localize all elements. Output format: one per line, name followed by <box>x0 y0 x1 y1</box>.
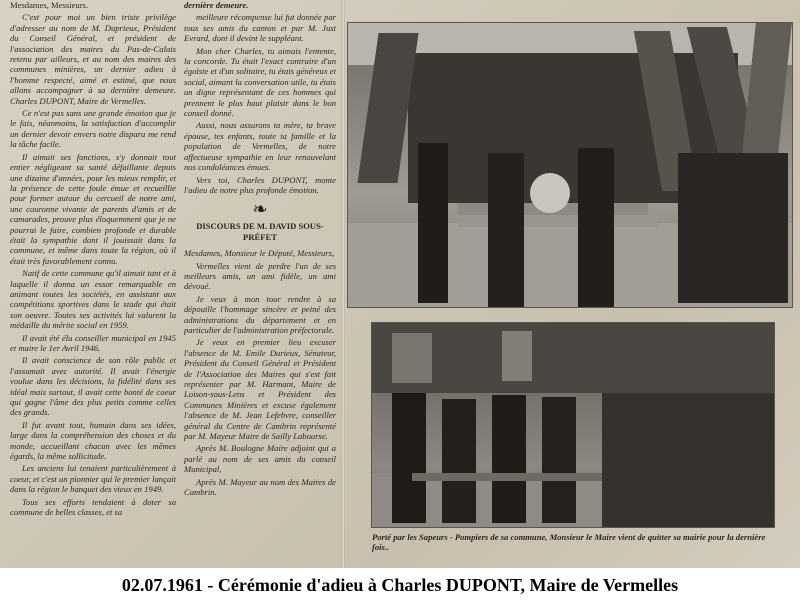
window <box>392 333 432 383</box>
paragraph: Les anciens lui tenaient particulièrement à coeur, et c'est un pionnier qui le premier lançait dans la région le banquet des vieux en 1949. <box>10 463 176 495</box>
paragraph: Je veux à mon tour rendre à sa dépouille l'hommage sincère et peiné des administrations du département et en particulier de l'administration préfectorale. <box>184 293 336 335</box>
paragraph: Il avait été élu conseiller municipal en 1945 et maire le 1er Avril 1946. <box>10 332 176 353</box>
paragraph: Aussi, nous assurons ta mère, ta brave épouse, tes enfants, toute ta famille et la population de Vermelles, de notre affectueuse sympathie en leur renouvelant nos condoléances émues. <box>184 120 336 173</box>
section-separator-ornament: ❧ <box>252 199 268 220</box>
crowd <box>602 393 775 528</box>
paragraph: C'est pour moi un bien triste privilège d'adresser au nom de M. Duprieux, Président du Conseil Général, et président de l'association des maires du Pas-de-Calais retenu par ailleurs, et au nom des maires des communes minières, un dernier adieu à l'homme respecté, aimé et estimé, que nous allons accompagner à sa dernière demeure. Charles DUPONT, Maire de Vermelles. <box>10 12 176 106</box>
paragraph: Il aimait ses fonctions, s'y donnait tout entier négligeant sa santé défaillante depuis une dizaine d'années, pour les mieux remplir, et la présence de cette foule émue et recueillie pour former autour du cercueil de notre ami, une couronne vivante de parents d'amis et de camarades, prouve plus éloquemment que je ne pourrai le faire, combien profonde et durable était la sympathie dont il jouissait dans la commune, et même dans toute la région, où il était très favorablement connu. <box>10 151 176 266</box>
firefighter <box>542 397 576 523</box>
paragraph: Vers toi, Charles DUPONT, monte l'adieu de notre plus profonde émotion. <box>184 174 336 195</box>
article-column-2 <box>184 0 336 568</box>
paragraph: Il fut avant tout, humain dans ses idées, large dans la compréhension des choses et du monde, accueillant chacun avec les mêmes égards, la même sollicitude. <box>10 419 176 462</box>
wreath <box>530 173 570 213</box>
salutation: Mesdames, Messieurs. <box>10 0 89 10</box>
paragraph: Il avait conscience de son rôle public et l'assumait avec autorité. Il avait l'énergie voulue dans les décisions, la fidélité dans ses idéal mais surtout, il avait cette bonté de coeur qui gagne l'âme des plus petits comme celles des grands. <box>10 355 176 418</box>
window <box>502 331 532 381</box>
paragraph: Après M. Mayeur au nom des Maires de Cambrin. <box>184 476 336 498</box>
paragraph: Je veux en premier lieu excuser l'absence de M. Emile Durieux, Sénateur, Président du Conseil Général et Président de l'Association des Maires qui s'est fait représenter par M. Harmant, Maire de Loison-sous-Lens et Président des Communes Minières et excuse également l'absence de M. Jean Lefebvre, conseiller général du Centre de Cambrin représenté par M. Mayeur Maire de Sailly Labourse. <box>184 337 336 442</box>
funeral-procession-photo <box>347 22 793 308</box>
paragraph: meilleure récompense lui fut donnée par tous ses amis du canton et par M. Just Evrard, dont il devint le suppléant. <box>184 12 336 44</box>
page-footer-title: 02.07.1961 - Cérémonie d'adieu à Charles DUPONT, Maire de Vermelles <box>121 575 679 595</box>
person <box>418 143 448 303</box>
firefighter <box>492 395 526 523</box>
person <box>578 148 614 308</box>
paragraph: Après M. Boulogne Maire adjoint qui a parlé au nom de ses amis du conseil Municipal, <box>184 443 336 475</box>
paragraph: Tous ses efforts tendaient à doter sa commune de belles classes, et sa <box>10 496 176 518</box>
firefighter <box>442 399 476 523</box>
firefighter <box>392 393 426 523</box>
page-fold <box>341 0 345 568</box>
crowd <box>678 153 788 303</box>
building-facade <box>372 323 775 393</box>
coffin-bar <box>412 473 602 481</box>
salutation: Mesdames, Monsieur le Député, Messieurs, <box>184 248 335 259</box>
speech-heading: DISCOURS DE M. DAVID SOUS-PRÉFET <box>196 221 324 242</box>
article-column-1 <box>10 0 176 568</box>
paragraph: Ce n'est pas sans une grande émotion que je le fais, néanmoins, la satisfaction d'accomplir un dernier devoir envers notre disparu me rend la tâche facile. <box>10 108 176 150</box>
firefighters-carrying-photo <box>371 322 775 528</box>
paragraph: Mon cher Charles, tu aimais l'entente, la concorde. Tu était l'exact contraire d'un égoïste et d'un solitaire, tu étais généreux et social, aimant la conversation utile, tu étais un digne représentant de ces hommes qui prennent le plus haut plaisir dans le bon conseil donné. <box>184 45 336 119</box>
paragraph: Vermelles vient de perdre l'un de ses meilleurs amis, un ami fidèle, un ami dévoué. <box>184 260 336 292</box>
photo-caption: Porté par les Sapeurs - Pompiers de sa commune, Monsieur le Maire vient de quitter sa mairie pour la dernière fois.. <box>372 532 766 552</box>
person <box>488 153 524 308</box>
column-head-fragment: dernière demeure. <box>184 0 249 10</box>
paragraph: Natif de cette commune qu'il aimait tant et à laquelle il donna un essor remarquable en animant toutes les sociétés, en assistant aux compétitions sportives dans le stade qui était son oeuvre. Toutes ses activités lui valurent la médaille du mérite social en 1959. <box>10 268 176 331</box>
